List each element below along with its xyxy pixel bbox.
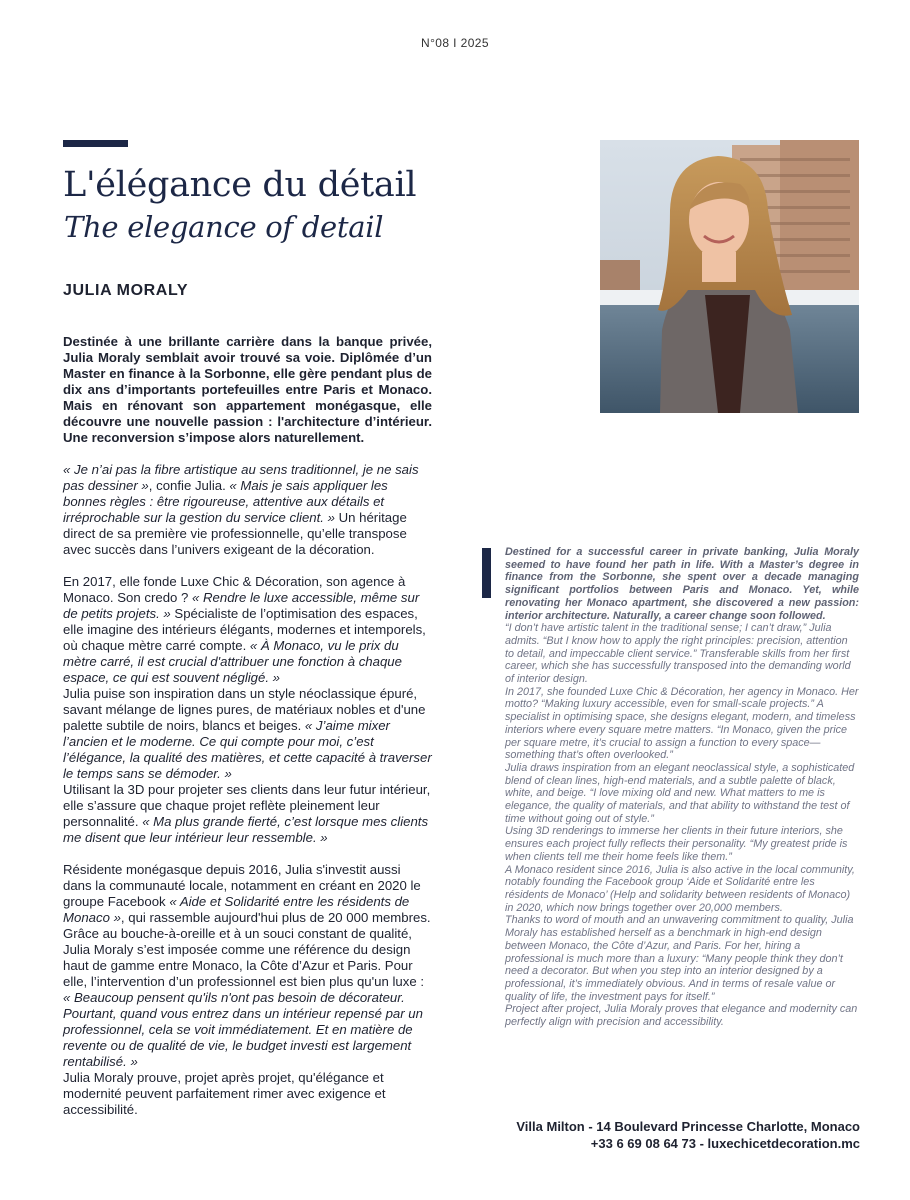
contact-address: Villa Milton - 14 Boulevard Princesse Charlotte, Monaco bbox=[516, 1119, 860, 1134]
english-paragraph: Thanks to word of mouth and an unwavering commitment to quality, Julia Moraly has established herself as a benchmark in high-end design between Monaco, the Côte d’Azur, and Paris. For her, hiring a professional is much more than a luxury: “Many people think they don’t need a decorator. But when you step into an interior designed by a professional, it’s immediately obvious. And in terms of resale value or quality of life, the investment pays for itself.” bbox=[505, 914, 854, 1003]
french-paragraph-4: Utilisant la 3D pour projeter ses clients dans leur futur intérieur, elle s’assure que chaque projet reflète pleinement leur personnalité. « Ma plus grande fierté, c’est lorsque mes clients me disent que leur intérieur leur ressemble. » bbox=[63, 782, 431, 845]
french-paragraph-2: En 2017, elle fonde Luxe Chic & Décoration, son agence à Monaco. Son credo ? « Rendre le luxe accessible, même sur de petits projets. » Spécialiste de l’optimisation des espaces, elle imagine des intérieurs élégants, modernes et intemporels, où chaque mètre carré compte. « À Monaco, vu le prix du mètre carré, il est crucial d'attribuer une fonction à chaque espace, ce qui est souvent négligé. » bbox=[63, 574, 426, 685]
french-lead-paragraph: Destinée à une brillante carrière dans la banque privée, Julia Moraly semblait avoir trouvé sa voie. Diplômée d’un Master en finance à la Sorbonne, elle gère pendant plus de dix ans d’importants portefeuilles entre Paris et Monaco. Mais en rénovant son appartement monégasque, elle découvre une nouvelle passion : l'architecture d’intérieur. Une reconversion s’impose alors naturellement. bbox=[63, 334, 432, 445]
quote: « Aide et Solidarité entre les résidents de Monaco » bbox=[63, 894, 410, 925]
english-paragraph: “I don’t have artistic talent in the traditional sense; I can’t draw,” Julia admits. “But I know how to apply the right principles: precision, attention to detail, and impeccable client service.” Transferable skills from her first career, which she has successfully transposed into the demanding world of interior design. bbox=[505, 622, 851, 686]
quote: « Rendre le luxe accessible, même sur de petits projets. » bbox=[63, 590, 420, 621]
title-french: L'élégance du détail bbox=[63, 165, 417, 205]
french-column bbox=[63, 334, 432, 1118]
french-paragraph-3: Julia puise son inspiration dans un style néoclassique épuré, savant mélange de lignes pures, de matériaux nobles et d'une palette subtile de noirs, blancs et beiges. « J’aime mixer l’ancien et le moderne. Ce qui compte pour moi, c’est l’élégance, la qualité des matières, et cette capacité à traverser le temps sans se démoder. » bbox=[63, 686, 432, 781]
quote: « À Monaco, vu le prix du mètre carré, il est crucial d'attribuer une fonction à chaque espace, ce qui est souvent négligé. » bbox=[63, 638, 402, 685]
title-accent-rule bbox=[63, 140, 128, 147]
french-paragraph-7: Julia Moraly prouve, projet après projet, qu'élégance et modernité peuvent parfaitement rimer avec exigence et accessibilité. bbox=[63, 1070, 386, 1117]
english-accent-bar bbox=[482, 548, 491, 598]
french-paragraph-6: Grâce au bouche-à-oreille et à un souci constant de qualité, Julia Moraly s’est imposée comme une référence du design haut de gamme entre Monaco, la Côte d’Azur et Paris. Pour elle, l’intervention d’un professionnel est bien plus qu'un luxe : « Beaucoup pensent qu'ils n'ont pas besoin de décorateur. Pourtant, quand vous entrez dans un intérieur repensé par un professionnel, cela se voit immédiatement. Et en matière de revente ou de qualité de vie, le budget investi est largement rentabilisé. » bbox=[63, 926, 425, 1069]
english-paragraph: A Monaco resident since 2016, Julia is also active in the local community, notably founding the Facebook group ‘Aide et Solidarité entre les résidents de Monaco’ (Help and solidarity between residents of Monaco) in 2020, which now brings together over 20,000 members. bbox=[505, 863, 855, 914]
portrait-photo bbox=[600, 140, 859, 413]
quote: « Je n’ai pas la fibre artistique au sens traditionnel, je ne sais pas dessiner » bbox=[63, 462, 419, 493]
issue-number: N°08 I 2025 bbox=[421, 36, 489, 50]
contact-line bbox=[516, 1135, 860, 1152]
english-paragraph: Project after project, Julia Moraly proves that elegance and modernity can perfectly align with precision and accessibility. bbox=[505, 1003, 858, 1029]
french-paragraph-1: « Je n’ai pas la fibre artistique au sens traditionnel, je ne sais pas dessiner », confie Julia. « Mais je sais appliquer les bonnes règles : être rigoureuse, attentive aux détails et irréprochable sur la gestion du service client. » Un héritage direct de sa première vie professionnelle, qu’elle transpose avec succès dans l’univers exigeant de la décoration. bbox=[63, 462, 419, 557]
english-paragraph: Using 3D renderings to immerse her clients in their future interiors, she ensures each project fully reflects their personality. “My greatest pride is when clients tell me their home feels like them.” bbox=[505, 825, 848, 863]
contact-block bbox=[516, 1118, 860, 1152]
portrait-illustration bbox=[600, 140, 859, 413]
quote: « Beaucoup pensent qu'ils n'ont pas besoin de décorateur. Pourtant, quand vous entrez dans un intérieur repensé par un professionnel, cela se voit immédiatement. Et en matière de revente ou de qualité de vie, le budget investi est largement rentabilisé. » bbox=[63, 990, 423, 1069]
quote: « Mais je sais appliquer les bonnes règles : être rigoureuse, attentive aux détails et irréprochable sur la gestion du service client. » bbox=[63, 478, 388, 525]
contact-phone[interactable]: +33 6 69 08 64 73 bbox=[590, 1136, 696, 1151]
english-column bbox=[505, 546, 859, 1029]
title-english: The elegance of detail bbox=[64, 210, 384, 244]
contact-website-link[interactable]: luxechicetdecoration.mc bbox=[707, 1136, 860, 1151]
english-lead-paragraph: Destined for a successful career in private banking, Julia Moraly seemed to have found her path in life. With a Master’s degree in finance from the Sorbonne, she spent over a decade managing significant portfolios between Paris and Monaco. Yet, while renovating her Monaco apartment, she discovered a new passion: interior architecture. Naturally, a career change soon followed. bbox=[505, 546, 859, 622]
author-name: JULIA MORALY bbox=[63, 282, 189, 299]
contact-separator: - bbox=[695, 1136, 708, 1151]
english-paragraph: Julia draws inspiration from an elegant neoclassical style, a sophisticated blend of clean lines, high-end materials, and a subtle palette of black, white, and beige. “I love mixing old and new. What matters to me is elegance, the quality of materials, and that ability to withstand the test of time without going out of style.” bbox=[505, 761, 855, 825]
french-paragraph-5: Résidente monégasque depuis 2016, Julia s'investit aussi dans la communauté locale, notamment en créant en 2020 le groupe Facebook « Aide et Solidarité entre les résidents de Monaco », qui rassemble aujourd'hui plus de 20 000 membres. bbox=[63, 862, 431, 925]
quote: « J’aime mixer l’ancien et le moderne. Ce qui compte pour moi, c’est l’élégance, la qualité des matières, et cette capacité à traverser le temps sans se démoder. » bbox=[63, 718, 432, 781]
quote: « Ma plus grande fierté, c’est lorsque mes clients me disent que leur intérieur leur ressemble. » bbox=[63, 814, 429, 845]
english-paragraph: In 2017, she founded Luxe Chic & Décoration, her agency in Monaco. Her motto? “Making luxury accessible, even for small-scale projects.” A specialist in optimising space, she designs elegant, modern, and timeless interiors where every square metre matters. “In Monaco, given the price per square metre, it’s crucial to assign a function to every space—something that’s often overlooked.” bbox=[505, 685, 859, 762]
